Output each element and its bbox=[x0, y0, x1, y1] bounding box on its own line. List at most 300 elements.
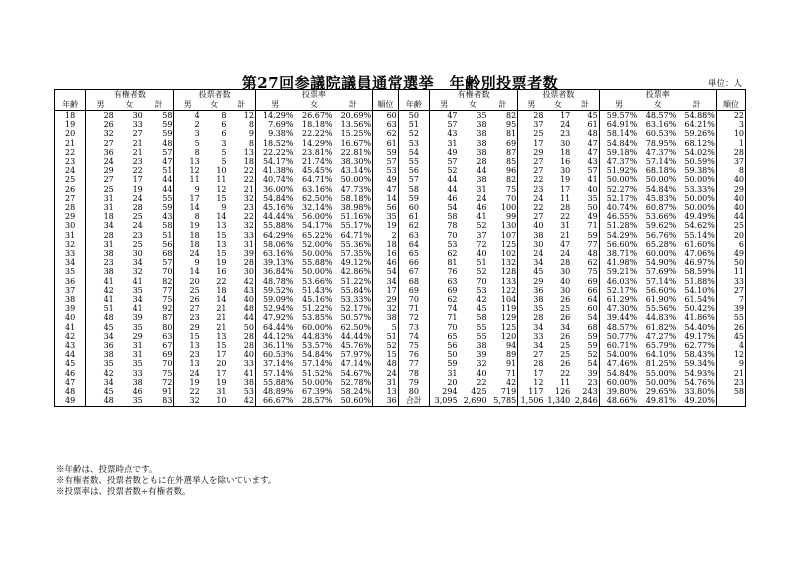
voters-female-cell: 13 bbox=[216, 239, 227, 249]
electors-total-cell: 70 bbox=[162, 267, 173, 277]
table-row bbox=[55, 249, 746, 258]
electors-female-cell: 22 bbox=[476, 377, 487, 387]
age-cell: 37 bbox=[55, 286, 86, 295]
rate-male-cell: 59.18% bbox=[599, 148, 638, 157]
electors-female-cell: 25 bbox=[132, 212, 143, 222]
electors-male-cell: 62 bbox=[430, 249, 459, 258]
rate-male-cell: 54.17% bbox=[255, 157, 294, 166]
voters-male-cell: 20 bbox=[174, 277, 201, 286]
rate-female-cell: 54.17% bbox=[302, 221, 333, 231]
rate-male-cell: 38.71% bbox=[599, 249, 638, 258]
voters-female-cell: 14 bbox=[216, 295, 227, 305]
electors-male-cell: 45 bbox=[86, 323, 115, 332]
age-cell: 50 bbox=[398, 111, 429, 121]
voters-female-cell: 9 bbox=[221, 203, 227, 213]
electors-total-cell: 80 bbox=[162, 322, 173, 332]
rate-female-cell: 50.00% bbox=[645, 175, 677, 185]
age-cell: 77 bbox=[398, 359, 429, 368]
electors-total-cell: 82 bbox=[162, 276, 173, 286]
age-cell: 40 bbox=[55, 313, 86, 322]
electors-female-cell: 52 bbox=[476, 267, 487, 277]
electors-female-cell: 28 bbox=[476, 157, 487, 167]
rank-cell: 46 bbox=[373, 258, 399, 267]
rate-female-cell: 48.57% bbox=[645, 111, 677, 120]
age-cell: 76 bbox=[398, 350, 429, 359]
rate-male-cell: 37.14% bbox=[255, 359, 294, 368]
voters-male-cell: 26 bbox=[174, 295, 201, 304]
rate-male-cell: 51.28% bbox=[599, 221, 638, 230]
voters-total-cell: 28 bbox=[243, 341, 254, 351]
electors-female-cell: 41 bbox=[132, 276, 143, 286]
rate-female-cell: 65.22% bbox=[302, 230, 333, 240]
table-row bbox=[55, 148, 746, 157]
voters-female-cell: 30 bbox=[560, 166, 571, 176]
age-cell: 70 bbox=[398, 295, 429, 304]
voters-total-cell: 60 bbox=[587, 304, 598, 314]
voters-female-cell: 1,340 bbox=[544, 396, 571, 406]
voters-male-cell: 33 bbox=[518, 332, 545, 341]
voters-female-cell: 22 bbox=[560, 368, 571, 378]
rank-cell: 56 bbox=[373, 203, 399, 212]
electors-female-cell: 38 bbox=[476, 341, 487, 351]
rate-total-cell: 50.00% bbox=[684, 203, 715, 213]
rank-cell: 20 bbox=[716, 231, 745, 240]
rank-cell: 3 bbox=[716, 120, 745, 129]
electors-female-cell: 33 bbox=[132, 368, 143, 378]
voters-male-cell: 24 bbox=[518, 194, 545, 203]
voters-total-cell: 40 bbox=[243, 350, 254, 360]
rate-male-cell: 48.78% bbox=[255, 277, 294, 286]
voters-female-cell: 34 bbox=[560, 322, 571, 332]
electors-female-cell: 38 bbox=[476, 129, 487, 139]
voters-male-cell: 117 bbox=[518, 387, 545, 396]
electors-total-cell: 81 bbox=[506, 129, 517, 139]
table-row bbox=[55, 120, 746, 129]
rate-male-cell: 55.88% bbox=[255, 221, 294, 230]
rate-total-cell: 59.34% bbox=[684, 359, 715, 369]
voters-male-cell: 40 bbox=[518, 221, 545, 230]
voters-female-cell: 17 bbox=[216, 350, 227, 360]
rank-cell: 31 bbox=[373, 378, 399, 387]
table-row bbox=[55, 304, 746, 313]
voters-total-cell: 42 bbox=[243, 276, 254, 286]
electors-female-cell: 41 bbox=[476, 212, 487, 222]
age-cell: 19 bbox=[55, 120, 86, 129]
rate-female-cell: 50.00% bbox=[302, 267, 333, 277]
electors-total-cell: 128 bbox=[500, 267, 517, 277]
electors-total-cell: 119 bbox=[500, 304, 517, 314]
electors-female-cell: 41 bbox=[132, 304, 143, 314]
voters-male-cell: 12 bbox=[174, 166, 201, 175]
voters-total-cell: 47 bbox=[587, 138, 598, 148]
voters-female-cell: 21 bbox=[216, 313, 227, 323]
rate-total-cell: 50.00% bbox=[684, 193, 715, 203]
electors-total-cell: 71 bbox=[506, 368, 517, 378]
voters-total-cell: 77 bbox=[587, 239, 598, 249]
voters-total-cell: 39 bbox=[587, 368, 598, 378]
voters-total-cell: 53 bbox=[243, 387, 254, 397]
rate-male-cell: 14.29% bbox=[255, 111, 294, 121]
age-cell: 21 bbox=[55, 139, 86, 148]
voters-female-cell: 24 bbox=[560, 120, 571, 130]
electors-male-cell: 29 bbox=[86, 166, 115, 175]
table-row bbox=[55, 378, 746, 387]
rank-cell: 23 bbox=[716, 378, 745, 387]
electors-male-cell: 42 bbox=[86, 286, 115, 295]
electors-total-cell: 719 bbox=[500, 387, 517, 397]
electors-female-cell: 42 bbox=[476, 295, 487, 305]
rank-label-left: 順位 bbox=[373, 100, 399, 111]
age-cell: 26 bbox=[55, 185, 86, 194]
rate-male-cell: 58.06% bbox=[255, 240, 294, 249]
electors-total-cell: 82 bbox=[506, 175, 517, 185]
electors-female-cell: 40 bbox=[476, 368, 487, 378]
electors-total-cell: 70 bbox=[162, 359, 173, 369]
table-row bbox=[55, 369, 746, 378]
voters-female-cell: 25 bbox=[560, 350, 571, 360]
rate-total-cell: 38.30% bbox=[340, 157, 372, 167]
voters-total-cell: 44 bbox=[243, 313, 254, 323]
electors-female-cell: 46 bbox=[132, 387, 143, 397]
rate-female-cell: 57.14% bbox=[645, 276, 677, 286]
rate-male-cell: 59.57% bbox=[599, 111, 638, 121]
rank-cell: 40 bbox=[716, 203, 745, 212]
rate-total-cell: 38.98% bbox=[340, 203, 372, 213]
rate-male-cell: 7.69% bbox=[255, 120, 294, 129]
rate-total-cell: 68.12% bbox=[684, 138, 715, 148]
rate-total-cell: 44.44% bbox=[340, 331, 372, 341]
electors-male-cell: 57 bbox=[430, 120, 459, 129]
voters-total-cell: 8 bbox=[248, 120, 254, 130]
age-cell: 38 bbox=[55, 295, 86, 304]
rate-total-cell: 51.16% bbox=[340, 212, 372, 222]
rate-male-cell: 59.52% bbox=[255, 286, 294, 295]
voters-male-cell: 22 bbox=[518, 175, 545, 184]
electors-male-cell: 45 bbox=[86, 387, 115, 396]
electors-total-cell: 57 bbox=[162, 258, 173, 268]
table-row bbox=[55, 212, 746, 221]
rank-cell: 28 bbox=[716, 148, 745, 157]
rate-total-cell: 41.86% bbox=[684, 313, 715, 323]
electors-female-cell: 24 bbox=[476, 193, 487, 203]
voters-male-cell: 27 bbox=[518, 212, 545, 221]
rate-female-cell: 51.52% bbox=[302, 368, 333, 378]
rate-female-cell: 64.10% bbox=[645, 350, 677, 360]
rank-cell: 40 bbox=[716, 194, 745, 203]
electors-total-cell: 44 bbox=[162, 175, 173, 185]
rank-cell: 11 bbox=[716, 267, 745, 276]
footnote: ※有権者数、投票者数ともに在外選挙人を除いています。 bbox=[56, 476, 277, 486]
rank-cell: 4 bbox=[716, 341, 745, 350]
rate-female-cell: 26.67% bbox=[302, 111, 333, 120]
electors-female-cell: 52 bbox=[476, 221, 487, 231]
electors-female-cell: 17 bbox=[132, 175, 143, 185]
age-cell: 25 bbox=[55, 175, 86, 184]
voters-male-cell: 13 bbox=[174, 157, 201, 166]
age-cell: 51 bbox=[398, 120, 429, 129]
rank-cell: 54 bbox=[373, 267, 399, 276]
rate-female-cell: 57.14% bbox=[645, 157, 677, 167]
rate-female-cell: 47.37% bbox=[645, 147, 677, 157]
voters-male-cell: 38 bbox=[518, 231, 545, 240]
electors-male-cell: 35 bbox=[86, 359, 115, 368]
rate-female-cell: 44.83% bbox=[302, 331, 333, 341]
rank-cell: 10 bbox=[716, 129, 745, 138]
voters-total-cell: 33 bbox=[243, 230, 254, 240]
electors-male-cell: 44 bbox=[430, 175, 459, 184]
voters-total-cell: 50 bbox=[587, 203, 598, 213]
col-total: 計 bbox=[677, 100, 716, 111]
age-cell: 54 bbox=[398, 148, 429, 157]
electors-female-cell: 45 bbox=[476, 304, 487, 314]
voters-total-cell: 54 bbox=[587, 313, 598, 323]
age-cell: 31 bbox=[55, 231, 86, 240]
col-male: 男 bbox=[430, 100, 459, 111]
electors-total-cell: 68 bbox=[162, 249, 173, 259]
electors-total-cell: 125 bbox=[500, 322, 517, 332]
table-row bbox=[55, 185, 746, 194]
rate-total-cell: 55.14% bbox=[684, 230, 715, 240]
voters-female-cell: 31 bbox=[560, 221, 571, 231]
rate-female-cell: 57.14% bbox=[302, 359, 333, 369]
table-body bbox=[55, 111, 746, 407]
rate-female-cell: 18.18% bbox=[302, 120, 333, 130]
voters-female-cell: 19 bbox=[216, 258, 227, 268]
voters-male-cell: 36 bbox=[518, 286, 545, 295]
age-cell: 43 bbox=[55, 341, 86, 350]
voters-total-cell: 40 bbox=[243, 295, 254, 305]
rate-total-cell: 50.00% bbox=[684, 175, 715, 185]
electors-total-cell: 92 bbox=[162, 304, 173, 314]
electors-female-cell: 32 bbox=[476, 359, 487, 369]
age-cell: 35 bbox=[55, 267, 86, 276]
electors-male-cell: 65 bbox=[430, 332, 459, 341]
age-cell: 34 bbox=[55, 258, 86, 267]
rank-cell: 33 bbox=[716, 277, 745, 286]
voters-male-cell: 37 bbox=[518, 120, 545, 129]
voters-male-cell: 15 bbox=[174, 332, 201, 341]
rate-female-cell: 63.16% bbox=[645, 120, 677, 130]
voters-total-cell: 57 bbox=[587, 166, 598, 176]
rate-male-cell: 59.09% bbox=[255, 295, 294, 304]
age-cell: 80 bbox=[398, 387, 429, 396]
rate-total-cell: 20.69% bbox=[340, 111, 372, 120]
electors-female-cell: 30 bbox=[132, 111, 143, 120]
voters-female-cell: 17 bbox=[560, 111, 571, 120]
col-male: 男 bbox=[518, 100, 545, 111]
voters-total-cell: 23 bbox=[243, 203, 254, 213]
voters-male-cell: 9 bbox=[174, 258, 201, 267]
electors-total-cell: 67 bbox=[162, 341, 173, 351]
electors-total-cell: 51 bbox=[162, 230, 173, 240]
age-cell: 71 bbox=[398, 304, 429, 313]
rank-label-right: 順位 bbox=[716, 100, 745, 111]
rate-total-cell: 54.93% bbox=[684, 368, 715, 378]
age-cell: 55 bbox=[398, 157, 429, 166]
voters-male-cell: 14 bbox=[174, 267, 201, 276]
rank-cell: 8 bbox=[716, 166, 745, 175]
rank-cell: 15 bbox=[373, 350, 399, 359]
voters-total-cell: 9 bbox=[248, 129, 254, 139]
voters-total-cell: 18 bbox=[243, 157, 254, 167]
voters-female-cell: 17 bbox=[216, 368, 227, 378]
rate-total-cell: 58.24% bbox=[340, 387, 372, 397]
rate-female-cell: 60.87% bbox=[645, 203, 677, 213]
rate-total-cell: 47.73% bbox=[340, 184, 372, 194]
rate-total-cell: 59.26% bbox=[684, 129, 715, 139]
rate-female-cell: 78.95% bbox=[645, 138, 677, 148]
electors-male-cell: 34 bbox=[86, 332, 115, 341]
voters-female-cell: 26 bbox=[560, 331, 571, 341]
voters-male-cell: 30 bbox=[518, 240, 545, 249]
voters-total-cell: 2,846 bbox=[571, 396, 599, 406]
electors-male-cell: 78 bbox=[430, 221, 459, 230]
rate-total-cell: 46.97% bbox=[684, 258, 715, 268]
table-row bbox=[55, 129, 746, 138]
voters-total-cell: 21 bbox=[243, 184, 254, 194]
voters-female-cell: 21 bbox=[216, 304, 227, 314]
rate-female-cell: 54.90% bbox=[645, 258, 677, 268]
voters-total-cell: 54 bbox=[587, 359, 598, 369]
age-cell: 42 bbox=[55, 332, 86, 341]
age-cell: 72 bbox=[398, 313, 429, 322]
electors-total-cell: 122 bbox=[500, 285, 517, 295]
voters-total-cell: 13 bbox=[243, 147, 254, 157]
rank-cell: 39 bbox=[716, 304, 745, 313]
rate-male-cell: 58.14% bbox=[599, 129, 638, 138]
electors-male-cell: 58 bbox=[430, 212, 459, 221]
rank-cell: 44 bbox=[716, 212, 745, 221]
electors-female-cell: 38 bbox=[132, 377, 143, 387]
electors-male-cell: 43 bbox=[430, 129, 459, 138]
voters-male-cell: 27 bbox=[518, 157, 545, 166]
age-cell: 32 bbox=[55, 240, 86, 249]
electors-total-cell: 132 bbox=[500, 258, 517, 268]
table-row bbox=[55, 175, 746, 184]
voters-male-cell: 5 bbox=[174, 139, 201, 148]
age-label-right: 年齢 bbox=[398, 100, 429, 111]
voters-female-cell: 10 bbox=[201, 396, 228, 406]
electors-male-cell: 28 bbox=[86, 111, 115, 121]
rate-female-cell: 55.56% bbox=[645, 304, 677, 314]
voters-male-cell: 23 bbox=[174, 350, 201, 359]
voters-male-cell: 28 bbox=[518, 359, 545, 368]
rank-cell: 49 bbox=[373, 175, 399, 184]
electors-female-cell: 31 bbox=[132, 350, 143, 360]
voters-total-cell: 59 bbox=[587, 230, 598, 240]
voters-female-cell: 21 bbox=[560, 230, 571, 240]
age-cell: 52 bbox=[398, 129, 429, 138]
voters-male-cell: 18 bbox=[174, 231, 201, 240]
rate-male-cell: 36.11% bbox=[255, 341, 294, 350]
voters-total-cell: 32 bbox=[243, 193, 254, 203]
electors-total-cell: 104 bbox=[500, 295, 517, 305]
voters-male-cell: 11 bbox=[174, 175, 201, 184]
voters-total-cell: 35 bbox=[587, 193, 598, 203]
rate-female-cell: 60.00% bbox=[302, 322, 333, 332]
electors-male-cell: 76 bbox=[430, 267, 459, 276]
electors-male-cell: 41 bbox=[86, 277, 115, 286]
voters-total-cell: 42 bbox=[228, 396, 256, 406]
rank-cell: 51 bbox=[373, 332, 399, 341]
rate-female-cell: 53.66% bbox=[302, 276, 333, 286]
electors-female-cell: 44 bbox=[476, 166, 487, 176]
voters-male-cell: 2 bbox=[174, 120, 201, 129]
age-label-left: 年齢 bbox=[55, 100, 86, 111]
electors-male-cell: 51 bbox=[86, 304, 115, 313]
rate-female-cell: 65.28% bbox=[645, 239, 677, 249]
rate-female-cell: 61.90% bbox=[645, 295, 677, 305]
rate-total-cell: 54.76% bbox=[684, 377, 715, 387]
voters-total-cell: 43 bbox=[587, 157, 598, 167]
voters-female-cell: 25 bbox=[560, 304, 571, 314]
rate-female-cell: 55.88% bbox=[302, 258, 333, 268]
rank-cell: 36 bbox=[373, 396, 399, 406]
voters-male-cell: 34 bbox=[518, 341, 545, 350]
electors-total-cell: 83 bbox=[144, 396, 174, 406]
rank-cell: 12 bbox=[716, 350, 745, 359]
voters-female-cell: 24 bbox=[560, 249, 571, 259]
rate-total-cell: 54.40% bbox=[684, 322, 715, 332]
voters-male-cell: 28 bbox=[518, 111, 545, 121]
voters-female-cell: 25 bbox=[560, 341, 571, 351]
voters-male-cell: 19 bbox=[174, 221, 201, 230]
rate-male-cell: 36.84% bbox=[255, 267, 294, 276]
voters-male-cell: 32 bbox=[174, 396, 201, 406]
rate-total-cell: 50.57% bbox=[340, 313, 372, 323]
table-row bbox=[55, 258, 746, 267]
rate-total-cell: 57.97% bbox=[340, 350, 372, 360]
age-cell: 73 bbox=[398, 323, 429, 332]
voters-male-cell: 18 bbox=[174, 240, 201, 249]
unit-label: 単位：人 bbox=[707, 79, 742, 89]
rank-cell: 24 bbox=[373, 369, 399, 378]
age-cell: 61 bbox=[398, 212, 429, 221]
rate-female-cell: 56.60% bbox=[645, 285, 677, 295]
voters-male-cell: 34 bbox=[518, 258, 545, 267]
rank-cell: 52 bbox=[373, 341, 399, 350]
voters-total-cell: 40 bbox=[587, 184, 598, 194]
rate-female-cell: 54.84% bbox=[302, 350, 333, 360]
electors-female-cell: 30 bbox=[132, 249, 143, 259]
voters-female-cell: 28 bbox=[560, 203, 571, 213]
rate-male-cell: 40.74% bbox=[599, 203, 638, 212]
electors-female-cell: 24 bbox=[132, 221, 143, 231]
rank-cell: 16 bbox=[373, 249, 399, 258]
rate-male-cell: 50.00% bbox=[599, 175, 638, 184]
rate-female-cell: 52.00% bbox=[302, 239, 333, 249]
rate-female-cell: 61.82% bbox=[645, 322, 677, 332]
electors-female-cell: 27 bbox=[132, 129, 143, 139]
voters-female-cell: 11 bbox=[560, 193, 571, 203]
rate-female-cell: 65.79% bbox=[645, 341, 677, 351]
electors-female-cell: 25 bbox=[132, 239, 143, 249]
rate-female-cell: 21.74% bbox=[302, 157, 333, 167]
electors-female-cell: 34 bbox=[132, 295, 143, 305]
rate-male-cell: 45.16% bbox=[255, 203, 294, 212]
voters-male-cell: 38 bbox=[518, 295, 545, 304]
rank-cell: 55 bbox=[716, 313, 745, 322]
table-row bbox=[55, 111, 746, 121]
age-cell: 63 bbox=[398, 231, 429, 240]
rate-female-cell: 49.81% bbox=[638, 396, 677, 406]
electors-male-cell: 42 bbox=[86, 369, 115, 378]
voters-male-cell: 24 bbox=[174, 369, 201, 378]
voters-male-cell: 8 bbox=[174, 212, 201, 221]
col-total: 計 bbox=[144, 100, 174, 111]
electors-female-cell: 34 bbox=[132, 258, 143, 268]
col-male: 男 bbox=[255, 100, 294, 111]
